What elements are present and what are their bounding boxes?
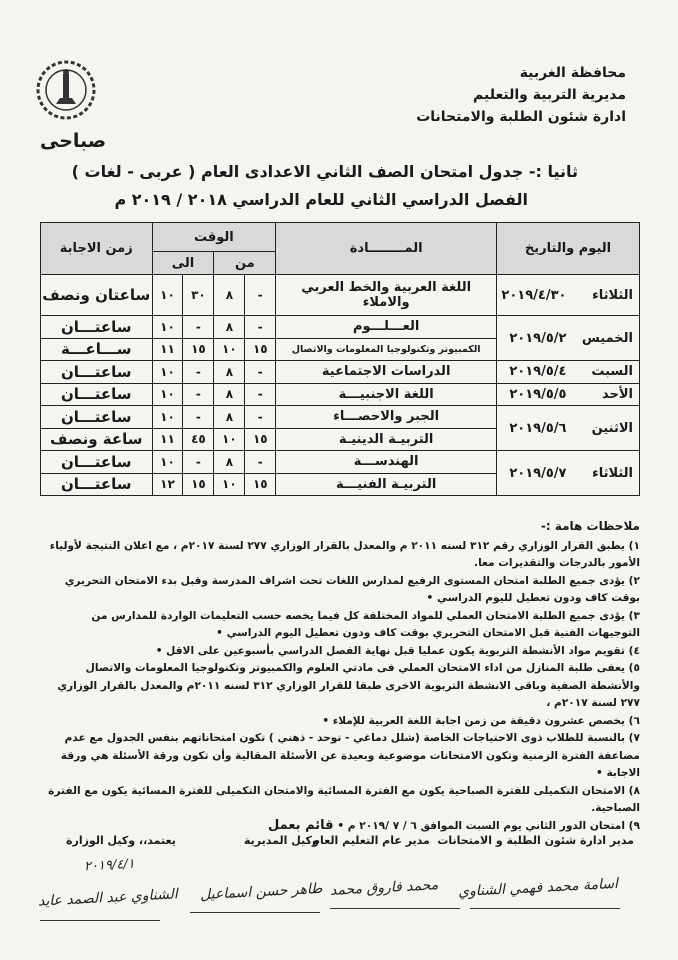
to-hour: ١١ xyxy=(152,338,183,361)
duration-cell: ساعتـــان xyxy=(41,316,153,339)
day-date-cell: الثلاثاء ٢٠١٩/٤/٣٠ xyxy=(497,275,640,316)
day-date-cell: الأحد ٢٠١٩/٥/٥ xyxy=(497,383,640,406)
duration-cell: ساعتـــان xyxy=(41,361,153,384)
notes-heading: ملاحظات هامة :- xyxy=(540,519,640,533)
to-minute: - xyxy=(183,316,214,339)
schedule-subtitle: الفصل الدراسي الثاني للعام الدراسي ٢٠١٨ / ٢٠١٩ م xyxy=(114,190,528,209)
from-hour: ١٠ xyxy=(214,428,245,451)
from-hour: ٨ xyxy=(214,316,245,339)
general-director-label: مدير عام التعليم العام xyxy=(312,834,430,847)
to-minute: ٣٠ xyxy=(183,275,214,316)
signature-underline xyxy=(470,908,620,909)
header-duration: زمن الاجابة xyxy=(41,223,153,275)
note-item: ١) يطبق القرار الوزاري رقم ٣١٢ لسنه ٢٠١١ م والمعدل بالقرار الوزاري ٢٧٧ لسنة ٢٠١٧م ، مع اعلان النتيجة لأولياء الأمور بالدرجات والتقديرات معا. xyxy=(49,539,640,569)
to-hour: ١٠ xyxy=(152,383,183,406)
duration-cell: ساعتـــان xyxy=(41,451,153,474)
from-hour: ١٠ xyxy=(214,473,245,496)
from-hour: ١٠ xyxy=(214,338,245,361)
reviewer-label: قائم بعمل xyxy=(268,818,334,833)
signature-name-3: طاهر حسن اسماعيل xyxy=(199,880,323,904)
duration-cell: ساعة ونصف xyxy=(41,428,153,451)
ministry-logo-icon xyxy=(34,58,98,122)
governorate-name: محافظة الغربية xyxy=(519,65,626,81)
to-minute: ٤٥ xyxy=(183,428,214,451)
table-row xyxy=(41,406,640,429)
duration-cell: ساعتان ونصف xyxy=(41,275,153,316)
table-row xyxy=(41,383,640,406)
header-time: الوقت xyxy=(152,223,276,252)
from-minute: ١٥ xyxy=(245,428,276,451)
subject-cell: التربيـة الفنيـــة xyxy=(276,473,497,496)
from-minute: - xyxy=(245,316,276,339)
from-minute: - xyxy=(245,275,276,316)
table-row xyxy=(41,361,640,384)
to-hour: ١٠ xyxy=(152,316,183,339)
signature-underline xyxy=(40,920,160,921)
from-hour: ٨ xyxy=(214,406,245,429)
from-minute: - xyxy=(245,361,276,384)
note-item: ٤) تقويم مواد الأنشطة التربوية يكون عمليا قبل نهاية الفصل الدراسي بأسبوعين على الاقل • xyxy=(155,644,640,657)
from-minute: ١٥ xyxy=(245,473,276,496)
subject-cell: التربيـة الدينيـة xyxy=(276,428,497,451)
schedule-title: ثانيا :- جدول امتحان الصف الثاني الاعدادى العام ( عربى - لغات ) xyxy=(71,162,578,181)
from-minute: - xyxy=(245,383,276,406)
to-hour: ١٠ xyxy=(152,406,183,429)
to-minute: ١٥ xyxy=(183,473,214,496)
deputy-directorate-label: وكيل المديرية xyxy=(244,834,319,847)
to-hour: ١٠ xyxy=(152,275,183,316)
table-row xyxy=(41,316,640,339)
duration-cell: ساعتـــان xyxy=(41,406,153,429)
subject-cell: الجبر والاحصـــاء xyxy=(276,406,497,429)
from-hour: ٨ xyxy=(214,361,245,384)
note-item: ٨) الامتحان التكميلى للفترة الصباحية يكون مع الفترة المسائية والامتحان التكميلى للفترة المسائية يكون مع الفترة الصباحية. xyxy=(48,784,640,814)
header-to: الى xyxy=(152,252,214,275)
duration-cell: ســـاعـــة xyxy=(41,338,153,361)
duration-cell: ساعتـــان xyxy=(41,473,153,496)
to-hour: ١٠ xyxy=(152,361,183,384)
note-item: ٢) يؤدى جميع الطلبة امتحان المستوى الرفيع لمدارس اللغات تحت اشراف المدرسة وقبل بدء الامتحان التحريري بوقت كاف ودون تعطيل لليوم الدراسي • xyxy=(64,574,640,604)
signature-name-4: الشناوي عبد الصمد عايد xyxy=(37,886,179,910)
note-item: ٣) يؤدى جميع الطلبة الامتحان العملي للمواد المختلفة كل فيما يخصه حسب التعليمات الواردة للمدارس من التوجيهات الفنية قبل الامتحان التحريري بوقت كاف ودون تعطيل اليوم الدراسي • xyxy=(91,609,640,639)
to-hour: ١٢ xyxy=(152,473,183,496)
notes-section xyxy=(36,518,640,835)
signature-date: ٢٠١٩/٤/١ xyxy=(83,856,136,875)
subject-cell: اللغة الاجنبيـــة xyxy=(276,383,497,406)
subject-cell: الهندســـة xyxy=(276,451,497,474)
from-hour: ٨ xyxy=(214,275,245,316)
table-row xyxy=(41,275,640,316)
signature-name-1: اسامة محمد فهمي الشناوي xyxy=(457,875,619,901)
shift-label: صباحى xyxy=(40,130,107,152)
signature-name-2: محمد فاروق محمد xyxy=(329,877,439,899)
to-minute: - xyxy=(183,361,214,384)
from-hour: ٨ xyxy=(214,451,245,474)
to-hour: ١٠ xyxy=(152,451,183,474)
header-day-date: اليوم والتاريخ xyxy=(497,223,640,275)
exam-schedule-table xyxy=(40,222,640,496)
day-date-cell: الخميس ٢٠١٩/٥/٢ xyxy=(497,316,640,361)
to-minute: - xyxy=(183,451,214,474)
subject-cell: الدراسات الاجتماعية xyxy=(276,361,497,384)
from-minute: ١٥ xyxy=(245,338,276,361)
head-exams-label: مدير ادارة شئون الطلبة و الامتحانات xyxy=(437,834,634,847)
note-item: ٦) يخصص عشرون دقيقة من زمن اجابة اللغة العربية للإملاء • xyxy=(322,714,640,727)
note-item: ٥) يعفى طلبة المنازل من اداء الامتحان العملي فى مادتي العلوم والكمبيوتر وتكنولوجيا المعلومات والاتصال والأنشطة الصفية وباقى الانشطة التربوية الاخرى طبقا للقرار الوزاري ٣١٢ لسنه ٢٠١١م والمعدل بالقرار الوزاري ٢٧٧ لسنة ٢٠١٧م ، xyxy=(57,662,640,709)
to-hour: ١١ xyxy=(152,428,183,451)
signature-underline xyxy=(190,912,320,913)
header-subject: المــــــــادة xyxy=(276,223,497,275)
table-row xyxy=(41,451,640,474)
from-minute: - xyxy=(245,451,276,474)
to-minute: ١٥ xyxy=(183,338,214,361)
signature-underline xyxy=(330,908,460,909)
to-minute: - xyxy=(183,406,214,429)
subject-cell: الكمبيوتر وتكنولوجيا المعلومات والاتصال xyxy=(276,338,497,361)
subject-cell: اللغة العربية والخط العربي والاملاء xyxy=(276,275,497,316)
directorate-name: مديرية التربية والتعليم xyxy=(473,87,626,103)
department-name: ادارة شئون الطلبة والامتحانات xyxy=(416,109,626,125)
note-item: ٧) بالنسبة للطلاب ذوى الاحتياجات الخاصة (شلل دماغي - توحد - ذهني ) تكون امتحاناتهم بنفس الجدول مع عدم مضاعفة الفترة الزمنية وتكون الامتحانات موضوعية وبعيدة عن الأسئلة المقالية وأن تكون ورقة الأسئلة هي ورقة الاجابة • xyxy=(60,732,640,779)
approved-label: يعتمد،، وكيل الوزارة xyxy=(66,834,176,847)
from-minute: - xyxy=(245,406,276,429)
duration-cell: ساعتـــان xyxy=(41,383,153,406)
day-date-cell: السبت ٢٠١٩/٥/٤ xyxy=(497,361,640,384)
header-block xyxy=(416,62,626,128)
to-minute: - xyxy=(183,383,214,406)
header-from: من xyxy=(214,252,276,275)
day-date-cell: الاثنين ٢٠١٩/٥/٦ xyxy=(497,406,640,451)
note-item: ٩) امتحان الدور الثاني يوم السبت الموافق ٦ / ٧ /٢٠١٩ م • xyxy=(337,819,640,832)
day-date-cell: الثلاثاء ٢٠١٩/٥/٧ xyxy=(497,451,640,496)
from-hour: ٨ xyxy=(214,383,245,406)
subject-cell: العـــلـــوم xyxy=(276,316,497,339)
